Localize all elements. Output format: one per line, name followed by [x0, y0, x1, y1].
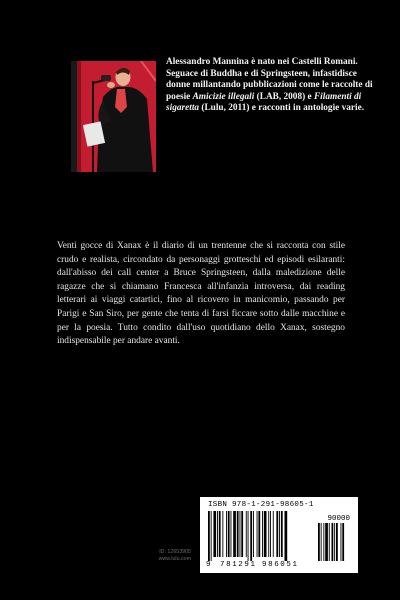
isbn-label: ISBN 978-1-291-98605-1 — [208, 501, 314, 509]
author-photo — [71, 61, 156, 172]
lulu-info — [131, 549, 191, 563]
lulu-url: www.lulu.com — [158, 556, 191, 562]
book-meta-1: (LAB, 2008) e — [254, 91, 314, 102]
author-bio — [166, 57, 376, 115]
barcode-digits-right: 986051 — [262, 561, 299, 569]
book-meta-2: (Lulu, 2011) e racconti in antologie varie. — [199, 103, 365, 114]
barcode-digit-lead: 9 — [206, 561, 211, 569]
lulu-id: ID: 12653905 — [159, 549, 191, 555]
book-synopsis: Venti gocce di Xanax è il diario di un trentenne che si racconta con stile crudo e realista, circondato da personaggi grotteschi ed episodi esilaranti: dall'abisso dei call center a Bruce Springsteen, dalla maledizione delle ragazze che si chiamano Francesca all'infanzia introversa, dai reading letterari ai viaggi catartici, fino al ricovero in manicomio, passando per Parigi e San Siro, per gente che tenta di farsi ficcare sotto dalle macchine e per la poesia. Tutto condito dall'uso quotidiano dello Xanax, sostegno indispensabile per andare avanti. — [57, 241, 345, 347]
barcode-bars — [208, 511, 350, 561]
isbn-barcode — [200, 497, 358, 573]
barcode-digits-left: 781291 — [220, 561, 257, 569]
author-bio-lead: Alessandro Mannina è nato nei Castelli Romani. Seguace di Buddha e di Springsteen, infastidisce donne millantando pubblicazioni come le raccolte di poesie — [166, 57, 373, 102]
book-title-filamenti-di-sigaretta: Filamenti di sigaretta — [166, 91, 362, 114]
book-title-amicizie-illegali: Amicizie illegali — [192, 91, 255, 102]
price-code: 90000 — [327, 515, 350, 523]
